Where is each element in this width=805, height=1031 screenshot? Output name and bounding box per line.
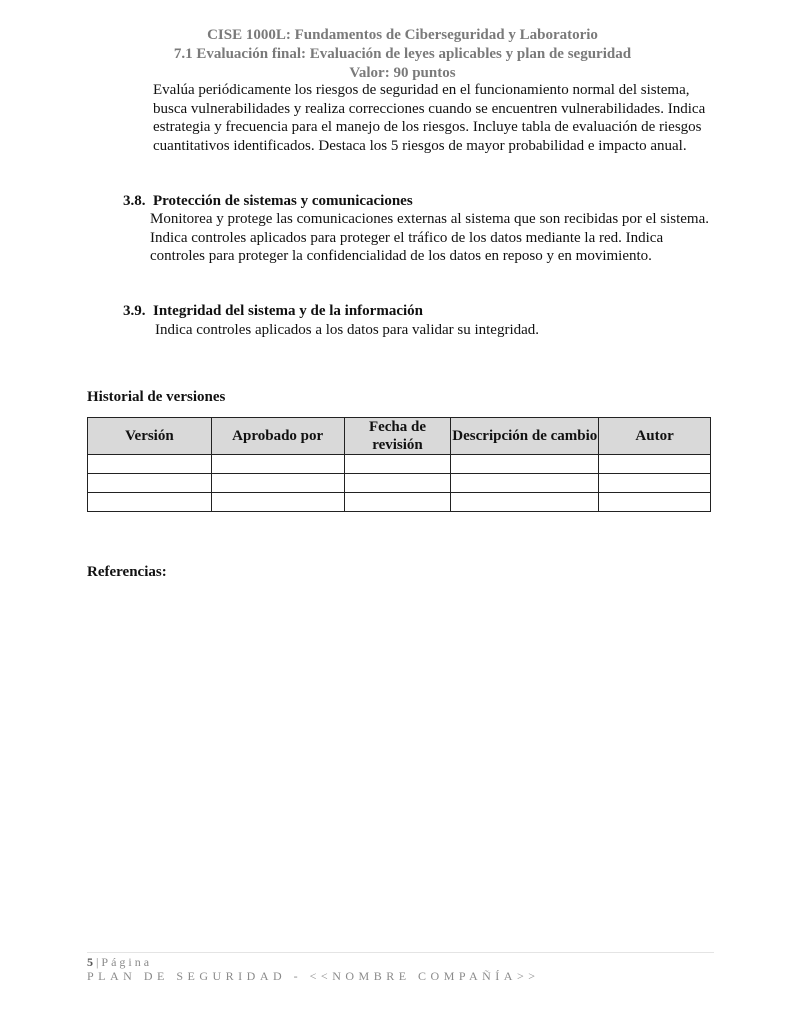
table-cell[interactable] — [599, 474, 711, 493]
table-row — [88, 493, 711, 512]
assignment-title: 7.1 Evaluación final: Evaluación de leyes aplicables y plan de seguridad — [173, 46, 632, 62]
section-title: Protección de sistemas y comunicaciones — [153, 193, 413, 209]
references-label: Referencias: — [87, 564, 167, 580]
section-3-9-body: Indica controles aplicados a los datos para validar su integridad. — [155, 322, 540, 338]
table-cell[interactable] — [211, 493, 344, 512]
section-title: Integridad del sistema y de la información — [153, 303, 423, 319]
course-title: CISE 1000L: Fundamentos de Ciberseguridad y Laboratorio — [207, 27, 598, 43]
column-header-version: Versión — [88, 418, 212, 455]
page-number: 5 — [87, 955, 93, 969]
table-header-row — [88, 418, 711, 455]
table-cell[interactable] — [599, 455, 711, 474]
table-cell[interactable] — [88, 493, 212, 512]
table-cell[interactable] — [344, 493, 451, 512]
table-cell[interactable] — [451, 474, 599, 493]
page-word: Página — [101, 955, 153, 969]
section-3-8-body: Monitorea y protege las comunicaciones externas al sistema que son recibidas por el sistema. Indica controles aplicados para proteger el tráfico de los datos mediante la red. Indica controles para proteger la confidencialidad de los datos en reposo y en movimiento. — [150, 211, 709, 264]
table-cell[interactable] — [451, 493, 599, 512]
section-number: 3.8. — [123, 193, 146, 209]
version-history-label: Historial de versiones — [87, 389, 226, 405]
table-cell[interactable] — [599, 493, 711, 512]
table-cell[interactable] — [88, 455, 212, 474]
table-cell[interactable] — [344, 474, 451, 493]
table-cell[interactable] — [344, 455, 451, 474]
table-cell[interactable] — [211, 455, 344, 474]
table-cell[interactable] — [88, 474, 212, 493]
footer-divider — [87, 952, 714, 953]
table-row — [88, 474, 711, 493]
intro-paragraph: Evalúa periódicamente los riesgos de seguridad en el funcionamiento normal del sistema, busca vulnerabilidades y realiza correcciones cuando se encuentren vulnerabilidades. Indica estrategia y frecuencia para el manejo de los riesgos. Incluye tabla de evaluación de riesgos cuantitativos identificados. Destaca los 5 riesgos de mayor probabilidad e impacto anual. — [153, 82, 706, 154]
section-number: 3.9. — [123, 303, 146, 319]
version-history-table — [87, 417, 711, 512]
footer-separator: | — [96, 955, 99, 969]
table-cell[interactable] — [451, 455, 599, 474]
column-header-author: Autor — [599, 418, 711, 455]
column-header-approved-by: Aprobado por — [211, 418, 344, 455]
table-row — [88, 455, 711, 474]
column-header-change-description: Descripción de cambio — [451, 418, 599, 455]
table-cell[interactable] — [211, 474, 344, 493]
footer-document-title: PLAN DE SEGURIDAD - <<NOMBRE COMPAÑÍA>> — [87, 969, 540, 983]
assignment-value: Valor: 90 puntos — [349, 65, 456, 81]
page-footer-number — [87, 955, 152, 970]
column-header-revision-date: Fecha de revisión — [344, 418, 451, 455]
